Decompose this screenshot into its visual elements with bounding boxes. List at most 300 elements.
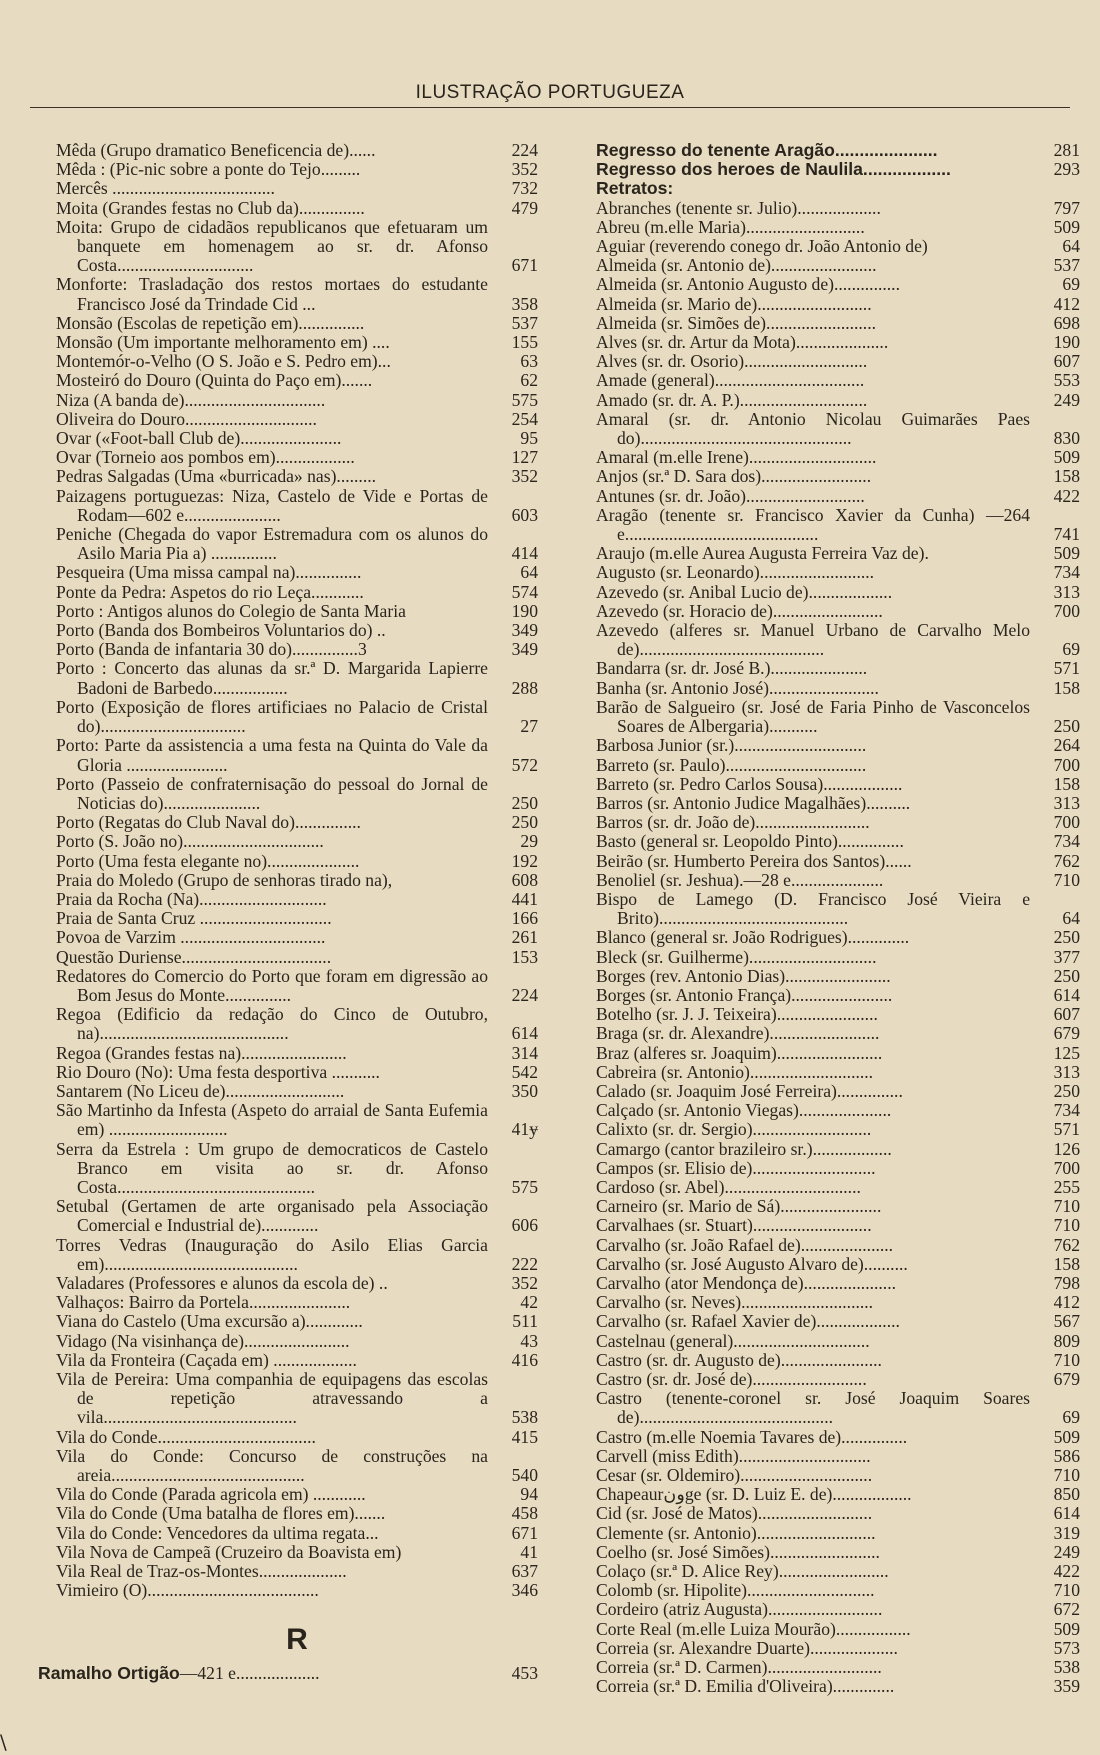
- entry-page: 679: [1053, 1369, 1080, 1389]
- entry-page: 762: [1053, 1234, 1080, 1255]
- entry-page: 700: [1053, 1157, 1080, 1178]
- index-entry: [56, 871, 538, 890]
- entry-text: Niza (A banda de)................................: [56, 389, 326, 410]
- entry-text: Clemente (sr. Antonio)...........................: [596, 1522, 876, 1543]
- entry-page: 732: [511, 178, 538, 199]
- entry-page: 614: [1053, 1503, 1080, 1524]
- entry-page: 95: [520, 428, 538, 449]
- index-entry: [596, 295, 1080, 314]
- entry-text: Praia de Santa Cruz ..............................: [56, 908, 332, 929]
- entry-page: 637: [511, 1561, 538, 1582]
- index-entry: [596, 506, 1080, 544]
- index-entry: [596, 1197, 1080, 1216]
- entry-page: 698: [1053, 312, 1080, 333]
- index-entry: [596, 852, 1080, 871]
- entry-text: Borges (sr. Antonio França).......................: [596, 984, 893, 1005]
- index-entry: [596, 467, 1080, 486]
- index-entry: [596, 371, 1080, 390]
- entry-page: 313: [1053, 581, 1080, 602]
- index-entry: [56, 583, 538, 602]
- entry-text: Alves (sr. dr. Osorio)............................: [596, 351, 868, 372]
- index-entry: [596, 1140, 1080, 1159]
- index-entry: [56, 832, 538, 851]
- index-entry: [56, 659, 538, 697]
- section-letter: R: [286, 1623, 308, 1657]
- entry-page: 603: [511, 504, 538, 525]
- index-entry: [596, 448, 1080, 467]
- entry-text: Basto (general sr. Leopoldo Pinto)...............: [596, 831, 904, 852]
- entry-text: Porto (Regatas do Club Naval do)...............: [56, 812, 361, 833]
- entry-page: 710: [1053, 1215, 1080, 1236]
- entry-text: Azevedo (sr. Anibal Lucio de)...................: [596, 581, 893, 602]
- index-entry: [596, 1063, 1080, 1082]
- entry-text: Aragão (tenente sr. Francisco Xavier da Cunha) —264 e............................................: [596, 504, 1030, 545]
- ramalho-name: Ramalho Ortigão: [38, 1662, 180, 1683]
- entry-page: 281: [1053, 140, 1080, 160]
- entry-text: Cardoso (sr. Abel)...............................: [596, 1176, 861, 1197]
- entry-text: Porto (Banda de infantaria 30 do)...............3: [56, 639, 367, 660]
- index-entry: [56, 736, 538, 774]
- index-entry: [596, 583, 1080, 602]
- entry-text: Abreu (m.elle Maria)...........................: [596, 216, 865, 237]
- entry-page: 29: [520, 831, 538, 852]
- entry-page: 27: [520, 716, 538, 737]
- entry-text: Torres Vedras (Inauguração do Asilo Elias Garcia em)............................................: [56, 1234, 488, 1274]
- entry-page: 830: [1053, 428, 1080, 449]
- entry-page: 94: [520, 1484, 538, 1505]
- index-entry: [56, 160, 538, 179]
- index-entry: [56, 1524, 538, 1543]
- index-entry: [56, 852, 538, 871]
- header-rule: [30, 107, 1070, 108]
- entry-text: Alves (sr. dr. Artur da Mota).....................: [596, 332, 889, 353]
- entry-text: Castro (sr. dr. Augusto de).......................: [596, 1349, 882, 1370]
- entry-text: Porto (Passeio de confraternisação do pessoal do Jornal de Noticias do)......................: [56, 773, 488, 813]
- entry-text: Castro (sr. dr. José de)..........................: [596, 1369, 867, 1389]
- entry-text: Benoliel (sr. Jeshua).—28 e.....................: [596, 869, 884, 890]
- entry-page: 288: [511, 677, 538, 698]
- entry-page: 614: [1053, 984, 1080, 1005]
- index-entry: [596, 986, 1080, 1005]
- entry-page: 509: [1053, 1618, 1080, 1639]
- index-entry: [56, 1140, 538, 1198]
- entry-page: 571: [1053, 1119, 1080, 1140]
- index-entry: [56, 890, 538, 909]
- index-entry: [56, 1351, 538, 1370]
- entry-page: 250: [1053, 716, 1080, 737]
- index-entry: [596, 698, 1080, 736]
- entry-text: Mercês .....................................: [56, 178, 275, 199]
- entry-page: 155: [511, 332, 538, 353]
- index-entry: [596, 563, 1080, 582]
- entry-page: 412: [1053, 293, 1080, 314]
- entry-page: 734: [1053, 1100, 1080, 1121]
- entry-text: Barreto (sr. Pedro Carlos Sousa)..................: [596, 773, 903, 794]
- index-entry: [56, 218, 538, 276]
- edge-mark: \: [0, 1730, 7, 1754]
- entry-page: 250: [511, 812, 538, 833]
- entry-page: 224: [511, 140, 538, 160]
- entry-text: Abranches (tenente sr. Julio)...................: [596, 197, 881, 218]
- entry-page: 607: [1053, 351, 1080, 372]
- index-entry: [596, 1428, 1080, 1447]
- index-entry: [596, 199, 1080, 218]
- index-entry: [56, 1312, 538, 1331]
- entry-page: 458: [511, 1503, 538, 1524]
- index-entry: [596, 659, 1080, 678]
- entry-text: Montemór-o-Velho (O S. João e S. Pedro em)...: [56, 351, 391, 372]
- entry-text: Ovar (Torneio aos pombos em)..................: [56, 447, 355, 468]
- entry-text: Peniche (Chegada do vapor Estremadura com os alunos do Asilo Maria Pia a) ...............: [56, 524, 488, 564]
- entry-text: Carvalho (sr. José Augusto Alvaro de)..........: [596, 1253, 908, 1274]
- entry-text: Ovar («Foot-ball Club de).......................: [56, 428, 342, 449]
- entry-page: 127: [511, 447, 538, 468]
- entry-page: 553: [1053, 370, 1080, 391]
- entry-text: Oliveira do Douro..............................: [56, 408, 317, 429]
- index-entry: [56, 1101, 538, 1139]
- entry-text: Blanco (general sr. João Rodrigues)..............: [596, 927, 910, 948]
- entry-text: Valhaços: Bairro da Portela.......................: [56, 1292, 351, 1313]
- entry-page: 153: [511, 946, 538, 967]
- entry-page: 710: [1053, 1349, 1080, 1370]
- index-entry: [56, 1044, 538, 1063]
- entry-page: 700: [1053, 812, 1080, 833]
- entry-page: 43: [520, 1330, 538, 1351]
- entry-page: 255: [1053, 1176, 1080, 1197]
- index-entry: [56, 1504, 538, 1523]
- entry-text: Almeida (sr. Mario de)..........................: [596, 293, 872, 314]
- entry-page: 249: [1053, 1541, 1080, 1562]
- index-entry: [56, 967, 538, 1005]
- entry-page: 158: [1053, 1253, 1080, 1274]
- entry-page: 412: [1053, 1292, 1080, 1313]
- entry-page: 224: [511, 984, 538, 1005]
- index-entry: [596, 1581, 1080, 1600]
- entry-text: Praia do Moledo (Grupo de senhoras tirado na),: [56, 869, 393, 890]
- entry-text: Povoa de Varzim .................................: [56, 927, 326, 948]
- entry-page: 64: [520, 562, 538, 583]
- entry-page: 249: [1053, 389, 1080, 410]
- entry-page: 158: [1053, 466, 1080, 487]
- entry-page: 575: [511, 1176, 538, 1197]
- entry-page: 571: [1053, 658, 1080, 679]
- entry-text: Porto (Banda dos Bombeiros Voluntarios do) ..: [56, 620, 386, 641]
- index-entry: [56, 410, 538, 429]
- entry-text: Castro (tenente-coronel sr. José Joaquim Soares de)............................................: [596, 1388, 1030, 1428]
- entry-page: 671: [511, 1522, 538, 1543]
- entry-text: Bispo de Lamego (D. Francisco José Vieira e Brito)...........................................: [596, 888, 1030, 929]
- entry-text: Carvalho (sr. João Rafael de).....................: [596, 1234, 894, 1255]
- entry-page: 126: [1053, 1138, 1080, 1159]
- entry-text: Calçado (sr. Antonio Viegas).....................: [596, 1100, 892, 1121]
- entry-text: Rio Douro (No): Uma festa desportiva ...........: [56, 1061, 380, 1082]
- index-entry: [56, 333, 538, 352]
- entry-text: Carneiro (sr. Mario de Sá).......................: [596, 1196, 882, 1217]
- left-column: [38, 140, 538, 1683]
- index-entry: [56, 948, 538, 967]
- index-entry: [596, 1082, 1080, 1101]
- entry-page: 346: [511, 1580, 538, 1601]
- entry-page: 679: [1053, 1023, 1080, 1044]
- entry-text: Chapeaurونge (sr. D. Luiz E. de)..................: [596, 1484, 912, 1505]
- entry-text: Moita (Grandes festas no Club da)...............: [56, 197, 365, 218]
- entry-page: 741: [1053, 524, 1080, 545]
- index-entry: [596, 1447, 1080, 1466]
- index-entry: [596, 1255, 1080, 1274]
- entry-page: 572: [511, 754, 538, 775]
- entry-page: 573: [1053, 1637, 1080, 1658]
- entry-text: Braga (sr. dr. Alexandre).........................: [596, 1023, 880, 1044]
- entry-page: 422: [1053, 1561, 1080, 1582]
- index-entry: [596, 871, 1080, 890]
- entry-page: 441: [511, 888, 538, 909]
- entry-text: Bandarra (sr. dr. José B.)......................: [596, 658, 868, 679]
- index-entry: [596, 1120, 1080, 1139]
- entry-text: Valadares (Professores e alunos da escola de) ..: [56, 1272, 388, 1293]
- entry-text: Beirão (sr. Humberto Pereira dos Santos)......: [596, 850, 912, 871]
- entry-text: Barreto (sr. Paulo)................................: [596, 754, 867, 775]
- index-entry: [56, 928, 538, 947]
- index-entry: [596, 1389, 1080, 1427]
- entry-text: Amaral (sr. dr. Antonio Nicolau Guimarães Paes do)................................................: [596, 408, 1030, 449]
- index-entry: [56, 275, 538, 313]
- index-entry: [596, 1485, 1080, 1504]
- entry-page: 537: [511, 312, 538, 333]
- entry-page: 261: [511, 927, 538, 948]
- index-entry: [596, 1293, 1080, 1312]
- entry-text: Porto: Parte da assistencia a uma festa na Quinta do Vale da Gloria .......................: [56, 735, 488, 775]
- index-entry: [56, 179, 538, 198]
- entry-page: 250: [1053, 927, 1080, 948]
- entry-page: 313: [1053, 792, 1080, 813]
- entry-text: Azevedo (sr. Horacio de).........................: [596, 600, 883, 621]
- index-entry: [596, 314, 1080, 333]
- entry-page: 352: [511, 466, 538, 487]
- ramalho-rest: —421 e...................: [179, 1662, 320, 1683]
- entry-page: 542: [511, 1061, 538, 1082]
- index-entry: [56, 525, 538, 563]
- index-entry: [56, 602, 538, 621]
- entry-text: Porto (S. João no)................................: [56, 831, 324, 852]
- entry-page: 574: [511, 581, 538, 602]
- entry-text: Mêda (Grupo dramatico Beneficencia de)......: [56, 140, 376, 160]
- index-entry: [56, 1447, 538, 1485]
- ramalho-page: 453: [511, 1662, 538, 1683]
- entry-text: Barão de Salgueiro (sr. José de Faria Pinho de Vasconcelos Soares de Albergaria)...........: [596, 696, 1030, 737]
- index-entry: [56, 1293, 538, 1312]
- index-entry: [56, 487, 538, 525]
- entry-text: Pesqueira (Uma missa campal na)...............: [56, 562, 362, 583]
- entry-page: 700: [1053, 600, 1080, 621]
- entry-text: Porto : Concerto das alunas da sr.ª D. Margarida Lapierre Badoni de Barbedo.................: [56, 658, 488, 698]
- index-entry: [596, 237, 1080, 256]
- index-entry: [596, 1543, 1080, 1562]
- entry-page: 509: [1053, 543, 1080, 564]
- entry-page: 700: [1053, 754, 1080, 775]
- entry-text: Vila da Fronteira (Caçada em) ...................: [56, 1349, 357, 1370]
- index-entry: [596, 1332, 1080, 1351]
- entry-text: Aguiar (reverendo conego dr. João Antonio de): [596, 236, 928, 257]
- entry-text: Redatores do Comercio do Porto que foram em digressão ao Bom Jesus do Monte...............: [56, 965, 488, 1005]
- entry-text: Colomb (sr. Hipolite).............................: [596, 1580, 875, 1601]
- entry-page: 540: [511, 1465, 538, 1486]
- entry-text: Pedras Salgadas (Uma «burricada» nas).........: [56, 466, 377, 487]
- entry-text: Monsão (Um importante melhoramento em) ....: [56, 332, 390, 353]
- index-entry: [596, 813, 1080, 832]
- index-entry: [56, 141, 538, 160]
- entry-page: 358: [511, 293, 538, 314]
- index-entry: [596, 1216, 1080, 1235]
- entry-page: 250: [1053, 965, 1080, 986]
- entry-text: Carvell (miss Edith)..............................: [596, 1445, 871, 1466]
- entry-text: Ponte da Pedra: Aspetos do rio Leça............: [56, 581, 364, 602]
- index-entry: [56, 813, 538, 832]
- entry-text: Braz (alferes sr. Joaquim)........................: [596, 1042, 883, 1063]
- entry-page: 734: [1053, 831, 1080, 852]
- entry-page: 734: [1053, 562, 1080, 583]
- index-entry: [56, 1543, 538, 1562]
- index-entry: [596, 621, 1080, 659]
- entry-page: 575: [511, 389, 538, 410]
- index-entry: [56, 775, 538, 813]
- entry-page: 69: [1062, 639, 1080, 660]
- index-entry: [56, 1236, 538, 1274]
- right-column: [596, 141, 1080, 1696]
- index-entry: [596, 1658, 1080, 1677]
- entry-page: 250: [1053, 1080, 1080, 1101]
- index-entry: [596, 602, 1080, 621]
- entry-text: Regresso dos heroes de Naulila..................: [596, 159, 951, 180]
- index-entry: [56, 314, 538, 333]
- entry-text: Carvalho (ator Mendonça de).....................: [596, 1272, 896, 1293]
- entry-page: 190: [1053, 332, 1080, 353]
- entry-page: 509: [1053, 216, 1080, 237]
- entry-text: Barbosa Junior (sr.)..............................: [596, 735, 867, 756]
- entry-text: Monforte: Trasladação dos restos mortaes do estudante Francisco José da Trindade Cid ...: [56, 274, 488, 314]
- index-entry: [596, 736, 1080, 755]
- entry-text: Banha (sr. Antonio José).........................: [596, 677, 879, 698]
- entry-page: 567: [1053, 1311, 1080, 1332]
- entry-text: Vidago (Na visinhança de)........................: [56, 1330, 350, 1351]
- index-entry: [56, 1332, 538, 1351]
- right-bold-list: [596, 141, 1080, 179]
- entry-page: 314: [511, 1042, 538, 1063]
- entry-text: Barros (sr. dr. João de)..........................: [596, 812, 870, 833]
- entry-text: Correia (sr.ª D. Carmen)..........................: [596, 1657, 882, 1678]
- index-entry: [56, 467, 538, 486]
- index-entry: [596, 1236, 1080, 1255]
- entry-page: 422: [1053, 485, 1080, 506]
- entry-page: 250: [511, 792, 538, 813]
- entry-page: 166: [511, 908, 538, 929]
- entry-text: Castro (m.elle Noemia Tavares de)...............: [596, 1426, 908, 1447]
- entry-page: 509: [1053, 1426, 1080, 1447]
- index-entry: [596, 794, 1080, 813]
- index-entry: [596, 1466, 1080, 1485]
- entry-text: Camargo (cantor brazileiro sr.)..................: [596, 1138, 892, 1159]
- entry-text: Campos (sr. Elisio de)............................: [596, 1157, 876, 1178]
- entry-text: Azevedo (alferes sr. Manuel Urbano de Carvalho Melo de)..........................................: [596, 620, 1030, 660]
- index-entry: [596, 1005, 1080, 1024]
- entry-text: Cordeiro (atriz Augusta)..........................: [596, 1599, 883, 1620]
- right-entry-list: [596, 199, 1080, 1697]
- entry-text: Vila do Conde: Vencedores da ultima regata...: [56, 1522, 379, 1543]
- index-entry: [56, 563, 538, 582]
- index-entry: [596, 1562, 1080, 1581]
- index-entry: [596, 410, 1080, 448]
- index-entry: [596, 756, 1080, 775]
- index-entry: [596, 948, 1080, 967]
- entry-text: Regresso do tenente Aragão.....................: [596, 140, 938, 160]
- entry-text: Amado (sr. dr. A. P.).............................: [596, 389, 868, 410]
- entry-text: Almeida (sr. Antonio de)........................: [596, 255, 877, 276]
- entry-page: 352: [511, 1272, 538, 1293]
- index-entry: [56, 1063, 538, 1082]
- entry-text: Borges (rev. Antonio Dias)........................: [596, 965, 891, 986]
- index-entry: [596, 1159, 1080, 1178]
- entry-text: Colaço (sr.ª D. Alice Rey).........................: [596, 1561, 889, 1582]
- entry-text: Santarem (No Liceu de)...........................: [56, 1080, 345, 1101]
- entry-page: 479: [511, 197, 538, 218]
- entry-page: 672: [1053, 1599, 1080, 1620]
- entry-page: 62: [520, 370, 538, 391]
- index-entry: [56, 1370, 538, 1428]
- entry-text: São Martinho da Infesta (Aspeto do arraial de Santa Eufemia em) ...........................: [56, 1100, 488, 1140]
- entry-page: 352: [511, 159, 538, 180]
- entry-text: Amade (general)..................................: [596, 370, 865, 391]
- entry-text: Monsão (Escolas de repetição em)...............: [56, 312, 365, 333]
- index-entry: [56, 1082, 538, 1101]
- entry-page: 762: [1053, 850, 1080, 871]
- entry-page: 608: [511, 869, 538, 890]
- index-entry: [596, 1274, 1080, 1293]
- index-entry: [596, 1524, 1080, 1543]
- index-entry: [596, 141, 1080, 160]
- retratos-heading: Retratos:: [596, 178, 674, 199]
- index-entry: [56, 909, 538, 928]
- index-entry: [596, 1312, 1080, 1331]
- entry-text: Paizagens portuguezas: Niza, Castelo de Vide e Portas de Rodam—602 e......................: [56, 485, 488, 525]
- index-entry: [56, 199, 538, 218]
- entry-page: 64: [1062, 908, 1080, 929]
- index-entry: [596, 679, 1080, 698]
- entry-text: Porto (Uma festa elegante no).....................: [56, 850, 360, 871]
- entry-page: 606: [511, 1215, 538, 1236]
- entry-page: 607: [1053, 1004, 1080, 1025]
- index-entry: [596, 967, 1080, 986]
- index-entry: [596, 832, 1080, 851]
- index-entry: [56, 1428, 538, 1447]
- entry-page: 509: [1053, 447, 1080, 468]
- entry-page: 63: [520, 351, 538, 372]
- index-entry: [56, 621, 538, 640]
- entry-page: 222: [511, 1253, 538, 1274]
- entry-text: Araujo (m.elle Aurea Augusta Ferreira Vaz de).: [596, 543, 929, 564]
- entry-text: Cid (sr. José de Matos)..........................: [596, 1503, 873, 1524]
- entry-page: 538: [511, 1407, 538, 1428]
- entry-page: 158: [1053, 773, 1080, 794]
- entry-text: Viana do Castelo (Uma excursão a).............: [56, 1311, 363, 1332]
- entry-page: 41: [520, 1541, 538, 1562]
- index-entry: [596, 1639, 1080, 1658]
- index-entry: [596, 890, 1080, 928]
- index-entry: [596, 1620, 1080, 1639]
- entry-text: Setubal (Gertamen de arte organisado pela Associação Comercial e Industrial de).............: [56, 1196, 488, 1236]
- entry-text: Vila do Conde....................................: [56, 1426, 316, 1447]
- index-entry: [596, 218, 1080, 237]
- entry-page: 359: [1053, 1676, 1080, 1697]
- entry-page: 538: [1053, 1657, 1080, 1678]
